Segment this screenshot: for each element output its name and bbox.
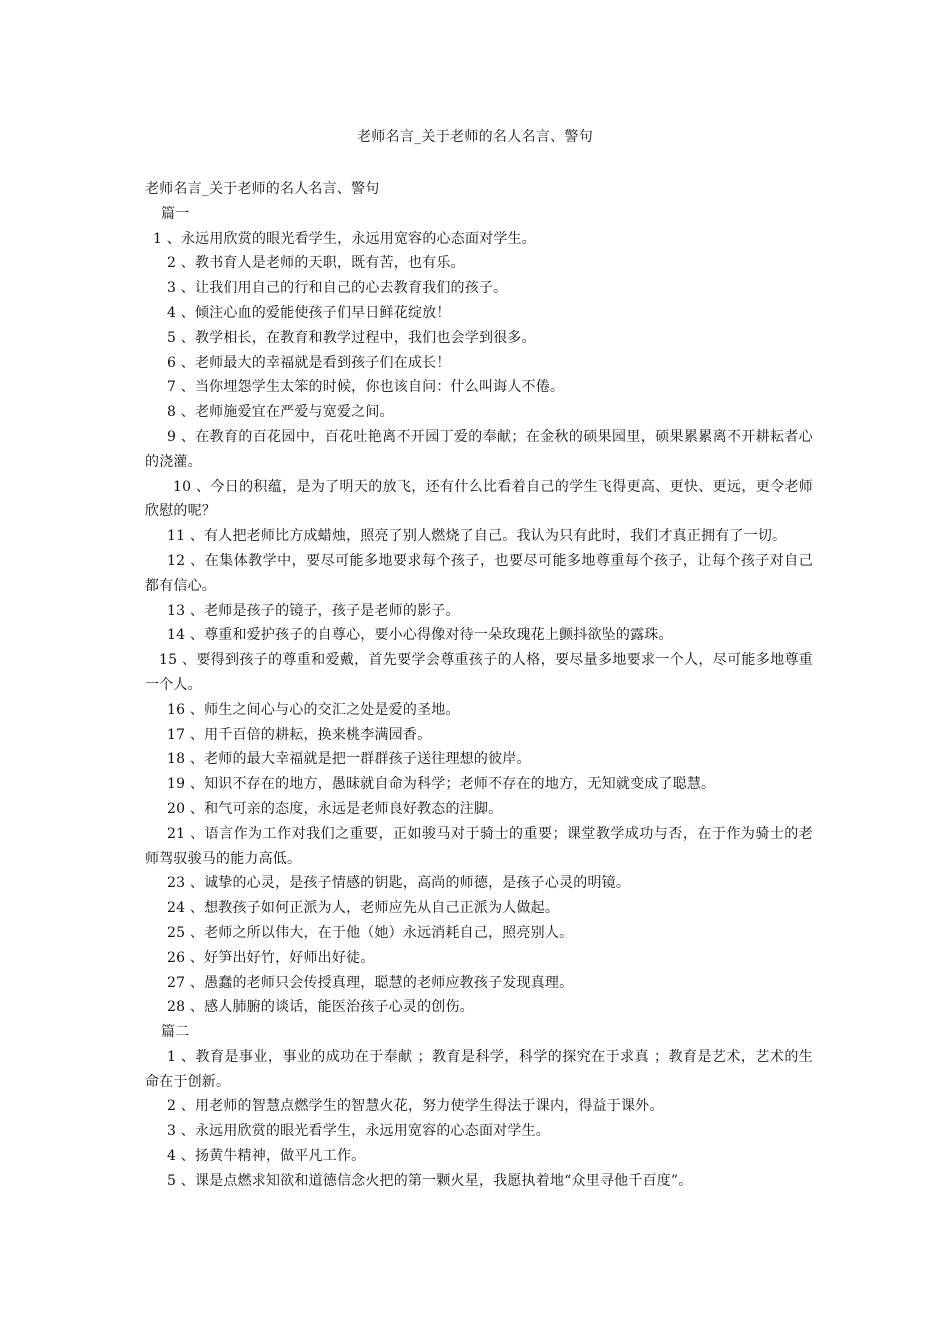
body-heading: 老师名言_关于老师的名人名言、警句	[145, 181, 380, 197]
quote-item: 9 、在教育的百花园中，百花吐艳离不开园丁爱的奉献；在金秋的硕果园里，硕果累累离不开耕耘者心的浇灌。	[145, 428, 813, 470]
quote-item: 17 、用千百倍的耕耘，换来桃李满园香。	[167, 726, 432, 743]
quote-item: 8 、老师施爱宜在严爱与宽爱之间。	[167, 404, 394, 421]
quote-item: 15 、要得到孩子的尊重和爱戴，首先要学会尊重孩子的人格，要尽量多地要求一个人，尽可能多地尊重一个人。	[145, 652, 813, 693]
quote-item: 4 、倾注心血的爱能使孩子们早日鲜花绽放！	[167, 304, 451, 321]
document-title: 老师名言_关于老师的名人名言、警句	[356, 129, 594, 145]
quote-item: 13 、老师是孩子的镜子，孩子是老师的影子。	[167, 602, 460, 619]
quote-item: 11 、有人把老师比方成蜡烛，照亮了别人燃烧了自己。我认为只有此时，我们才真正拥有了一切。	[167, 528, 787, 545]
quote-item: 5 、课是点燃求知欲和道德信念火把的第一颗火星，我愿执着地“众里寻他千百度”。	[167, 1172, 693, 1189]
quote-item: 10 、今日的积蕴，是为了明天的放飞，还有什么比看着自己的学生飞得更高、更快、更远，更令老师欣慰的呢？	[145, 478, 813, 520]
quote-item: 18 、老师的最大幸福就是把一群群孩子送往理想的彼岸。	[167, 751, 531, 768]
quote-item: 19 、知识不存在的地方，愚昧就自命为科学；老师不存在的地方，无知就变成了聪慧。	[167, 776, 716, 793]
quote-item: 25 、老师之所以伟大，在于他（她）永远消耗自己，照亮别人。	[167, 924, 574, 941]
quote-item: 27 、愚蠢的老师只会传授真理，聪慧的老师应教孩子发现真理。	[167, 974, 574, 991]
quote-item: 1 、教育是事业，事业的成功在于奉献 ；教育是科学，科学的探究在于求真 ；教育是艺术，艺术的生命在于创新。	[145, 1048, 813, 1090]
quote-item: 26 、好笋出好竹，好师出好徒。	[167, 949, 375, 966]
quote-item: 20 、和气可亲的态度，永远是老师良好教态的注脚。	[167, 800, 503, 817]
quote-item: 4 、扬黄牛精神，做平凡工作。	[167, 1148, 366, 1165]
quote-item: 16 、师生之间心与心的交汇之处是爱的圣地。	[167, 701, 460, 718]
quote-item: 3 、永远用欣赏的眼光看学生，永远用宽容的心态面对学生。	[167, 1123, 550, 1140]
quote-item: 12 、在集体教学中，要尽可能多地要求每个孩子，也要尽可能多地尊重每个孩子，让每个孩子对自己都有信心。	[145, 552, 813, 594]
document-body	[145, 177, 813, 1194]
quote-item: 28 、感人肺腑的谈话，能医治孩子心灵的创伤。	[167, 999, 474, 1016]
quote-item: 1 、永远用欣赏的眼光看学生，永远用宽容的心态面对学生。	[153, 230, 536, 247]
quote-item: 14 、尊重和爱护孩子的自尊心，要小心得像对待一朵玫瑰花上颤抖欲坠的露珠。	[167, 627, 673, 644]
quote-item: 3 、让我们用自己的行和自己的心去教育我们的孩子。	[167, 280, 508, 297]
quote-item: 7 、当你埋怨学生太笨的时候，你也该自问：什么叫诲人不倦。	[167, 379, 565, 396]
quote-item: 6 、老师最大的幸福就是看到孩子们在成长！	[167, 354, 451, 371]
quote-item: 2 、用老师的智慧点燃学生的智慧火花，努力使学生得法于课内，得益于课外。	[167, 1098, 664, 1115]
quote-item: 21 、语言作为工作对我们之重要，正如骏马对于骑士的重要；课堂教学成功与否，在于作为骑士的老师驾驭骏马的能力高低。	[145, 825, 813, 867]
quote-item: 24 、想教孩子如何正派为人，老师应先从自己正派为人做起。	[167, 900, 560, 917]
quote-item: 5 、教学相长，在教育和教学过程中，我们也会学到很多。	[167, 329, 536, 346]
quote-item: 23 、诚挚的心灵，是孩子情感的钥匙，高尚的师德，是孩子心灵的明镜。	[167, 875, 631, 892]
section-label-2: 篇二	[161, 1024, 190, 1041]
quote-item: 2 、教书育人是老师的天职，既有苦，也有乐。	[167, 255, 465, 272]
section-label-1: 篇一	[161, 205, 190, 222]
